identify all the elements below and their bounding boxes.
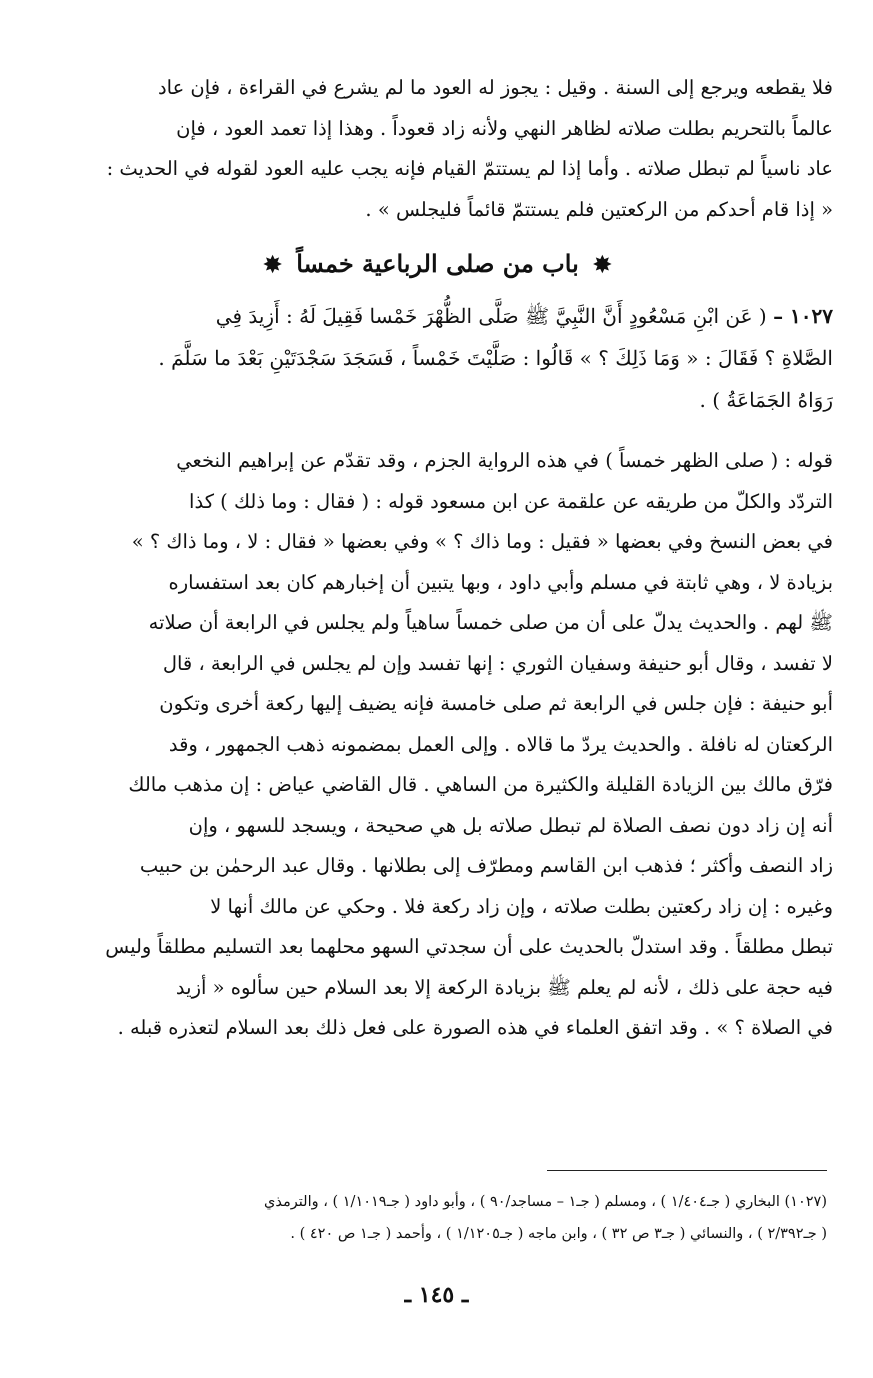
text-line: فلا يقطعه ويرجع إلى السنة . وقيل : يجوز له العود ما لم يشرع في القراءة ، فإن عاد xyxy=(157,76,833,99)
commentary-line: وغيره : إن زاد ركعتين بطلت صلاته ، وإن زاد ركعة فلا . وحكي عن مالك أنها لا xyxy=(210,894,833,918)
footnote-line: ( جـ٢/٣٩٢ ) ، والنسائي ( جـ٣ ص ٣٢ ) ، وابن ماجه ( جـ١/١٢٠٥ ) ، وأحمد ( جـ١ ص ٤٢٠ ) . xyxy=(290,1226,827,1242)
star-ornament-icon: ✸ xyxy=(593,252,612,278)
commentary-line: أنه إن زاد دون نصف الصلاة لم تبطل صلاته بل هي صحيحة ، ويسجد للسهو ، وإن xyxy=(188,813,833,837)
commentary-line: زاد النصف وأكثر ؛ فذهب ابن القاسم ومطرّف إلى بطلانها . وقال عبد الرحمٰن بن حبيب xyxy=(139,854,833,877)
footnote-divider xyxy=(547,1170,827,1171)
hadith-line xyxy=(42,295,833,337)
text-line: « إذا قام أحدكم من الركعتين فلم يستتمّ قائماً فليجلس » . xyxy=(365,197,833,221)
commentary-line: التردّد والكلّ من طريقه عن علقمة عن ابن مسعود قوله : ( فقال : وما ذلك ) كذا xyxy=(189,489,833,513)
hadith-number: ١٠٢٧ – xyxy=(773,304,833,328)
commentary-line: لا تفسد ، وقال أبو حنيفة وسفيان الثوري : إنها تفسد وإن لم يجلس في الرابعة ، قال xyxy=(162,651,833,675)
star-ornament-icon: ✸ xyxy=(263,252,282,278)
commentary-line: ﷺ لهم . والحديث يدلّ على أن من صلى خمساً ساهياً ولم يجلس في الرابعة أن صلاته xyxy=(148,611,833,634)
text-line: عالماً بالتحريم بطلت صلاته لظاهر النهي ولأنه زاد قعوداً . وهذا إذا تعمد العود ، فإن xyxy=(176,116,833,140)
footnote-line: (١٠٢٧) البخاري ( جـ١/٤٠٤ ) ، ومسلم ( جـ١ – مساجد/٩٠ ) ، وأبو داود ( جـ١/١٠١٩ ) ، والترمذي xyxy=(264,1194,827,1210)
footnotes xyxy=(46,1186,827,1250)
hadith-line: رَوَاهُ الجَمَاعَةُ ) . xyxy=(699,388,833,412)
commentary-line: تبطل مطلقاً . وقد استدلّ بالحديث على أن سجدتي السهو محلهما بعد التسليم مطلقاً وليس xyxy=(105,935,833,958)
chapter-heading xyxy=(42,244,833,285)
hadith-line: الصَّلاةِ ؟ فَقَالَ : « وَمَا ذَلِكَ ؟ » قَالُوا : صَلَّيْتَ خَمْساً ، فَسَجَدَ سَجْدَتَيْنِ بَعْدَ ما سَلَّمَ . xyxy=(158,346,833,370)
commentary-line: في بعض النسخ وفي بعضها « فقيل : وما ذاك ؟ » وفي بعضها « فقال : لا ، وما ذاك ؟ » xyxy=(131,530,833,553)
text-line: عاد ناسياً لم تبطل صلاته . وأما إذا لم يستتمّ القيام فإنه يجب عليه العود لقوله في الحديث : xyxy=(106,157,833,180)
hadith-line-text: ( عَن ابْنِ مَسْعُودٍ أَنَّ النَّبِيَّ ﷺ صَلَّى الظُّهْرَ خَمْسا فَقِيلَ لَهُ : أَزِيدَ فِي xyxy=(215,304,767,328)
commentary-line: أبو حنيفة : فإن جلس في الرابعة ثم صلى خامسة فإنه يضيف إليها ركعة أخرى وتكون xyxy=(159,692,833,715)
commentary-line: فرّق مالك بين الزيادة القليلة والكثيرة من الساهي . قال القاضي عياض : إن مذهب مالك xyxy=(128,773,833,796)
commentary-line: فيه حجة على ذلك ، لأنه لم يعلم ﷺ بزيادة الركعة إلا بعد السلام حين سألوه « أزيد xyxy=(175,975,833,999)
page-number: ـ ١٤٥ ـ xyxy=(404,1282,469,1308)
commentary-line: في الصلاة ؟ » . وقد اتفق العلماء في هذه الصورة على فعل ذلك بعد السلام لتعذره قبله . xyxy=(117,1016,833,1039)
commentary-line: بزيادة لا ، وهي ثابتة في مسلم وأبي داود ، وبها يتبين أن إخبارهم كان بعد استفساره xyxy=(168,570,833,594)
top-paragraph xyxy=(42,68,833,230)
commentary xyxy=(42,441,833,1049)
commentary-line: الركعتان له نافلة . والحديث يردّ ما قالاه . وإلى العمل بمضمونه ذهب الجمهور ، وقد xyxy=(168,732,833,756)
commentary-line: قوله : ( صلى الظهر خمساً ) في هذه الرواية الجزم ، وقد تقدّم عن إبراهيم النخعي xyxy=(176,449,833,472)
chapter-title: باب من صلى الرباعية خمساً xyxy=(296,249,579,278)
hadith-text xyxy=(42,295,833,421)
